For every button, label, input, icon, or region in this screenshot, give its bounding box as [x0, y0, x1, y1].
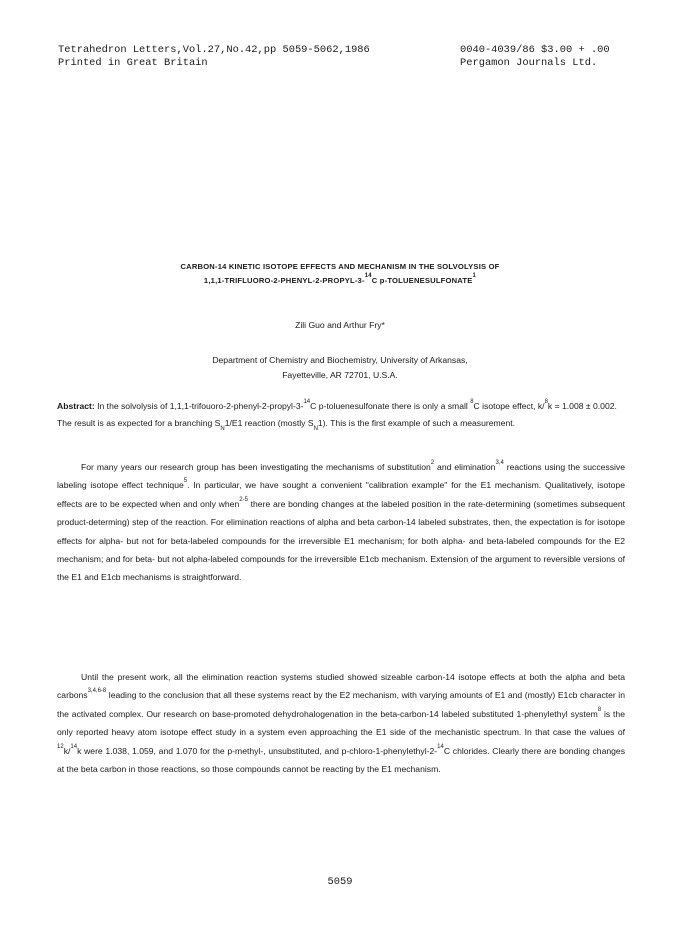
- publisher: Pergamon Journals Ltd.: [460, 57, 598, 69]
- title-footnote-ref: 1: [472, 273, 477, 279]
- affiliation: [40, 353, 640, 383]
- abstract-label: Abstract:: [57, 401, 95, 411]
- authors: Zili Guo and Arthur Fry*: [295, 320, 385, 330]
- journal-header: [58, 44, 618, 70]
- reference-marker: 2: [430, 460, 435, 466]
- article-title: [40, 260, 640, 288]
- reference-marker: 2-5: [239, 496, 248, 503]
- title-line-1: CARBON-14 KINETIC ISOTOPE EFFECTS AND MECHANISM IN THE SOLVOLYSIS OF: [180, 262, 500, 271]
- title-line-2: 1,1,1-TRIFLUORO-2-PHENYL-2-PROPYL-3-$^{14}$C p-TOLUENESULFONATE$^1$: [203, 273, 477, 285]
- body-paragraph-2: Until the present work, all the elimination reaction systems studied showed sizeable carbon-14 isotope effects at both the alpha and beta carbons$^{3,4,6-8}$ leading to the conclusion that all these systems react by the E2 mechanism, with varying amounts of E1 and (mostly) E1cb character in the activated complex. Our research on base-promoted dehydrohalogenation in the beta-carbon-14 labeled substituted 1-phenylethyl system$^8$ is the only reported heavy atom isotope effect study in a system even approaching the E1 side of the mechanistic spectrum. In that case the values of $^{12}$k/$^{14}$k were 1.038, 1.059, and 1.070 for the p-methyl-, unsubstituted, and p-chloro-1-phenylethyl-2-$^{14}$C chlorides. Clearly there are bonding changes at the beta carbon in those reactions, so those compounds cannot be reacting by the E1 mechanism.: [57, 672, 626, 775]
- printed-location: Printed in Great Britain: [58, 57, 208, 69]
- affiliation-line-2: Fayetteville, AR 72701, U.S.A.: [282, 370, 398, 380]
- reference-marker: 5: [183, 478, 188, 485]
- price-code: 0040-4039/86 $3.00 + .00: [460, 44, 610, 56]
- abstract: Abstract: In the solvolysis of 1,1,1-trifouoro-2-phenyl-2-propyl-3-$^{14}$C p-toluenesulfonate there is only a small $^8$C isotope effect, k/$^8$k = 1.008 ± 0.002. The result is as expected for a branching $S_N1/E1$ reaction (mostly $S_N1$). This is the first example of such a measurement.: [57, 399, 617, 432]
- journal-citation: Tetrahedron Letters,Vol.27,No.42,pp 5059-5062,1986: [58, 44, 370, 56]
- page-number: 5059: [327, 876, 353, 888]
- reference-marker: 3,4,6-8: [87, 688, 107, 695]
- affiliation-line-1: Department of Chemistry and Biochemistry, University of Arkansas,: [212, 355, 468, 365]
- body-paragraph-1: For many years our research group has been investigating the mechanisms of substitution$^2$ and elimination$^{3,4}$ reactions using the successive labeling isotope effect technique$^5$. In particular, we have sought a convenient "calibration example" for the E1 mechanism. Qualitatively, isotope effects are to be expected when and only when$^{2-5}$ there are bonding changes at the labeled position in the rate-determining (sometimes subsequent product-determing) step of the reaction. For elimination reactions of alpha and beta carbon-14 labeled substrates, then, the expectation is for isotope effects for alpha- but not for beta-labeled compounds for the irreversible E1 mechanism; for both alpha- and beta-labeled compounds for the E2 mechanism; and for beta- but not alpha-labeled compounds for the irreversible E1cb mechanism. Extension of the argument to reversible versions of the E1 and E1cb mechanisms is straightforward.: [57, 460, 625, 583]
- reference-marker: 8: [597, 706, 602, 713]
- reference-marker: 3,4: [495, 460, 504, 466]
